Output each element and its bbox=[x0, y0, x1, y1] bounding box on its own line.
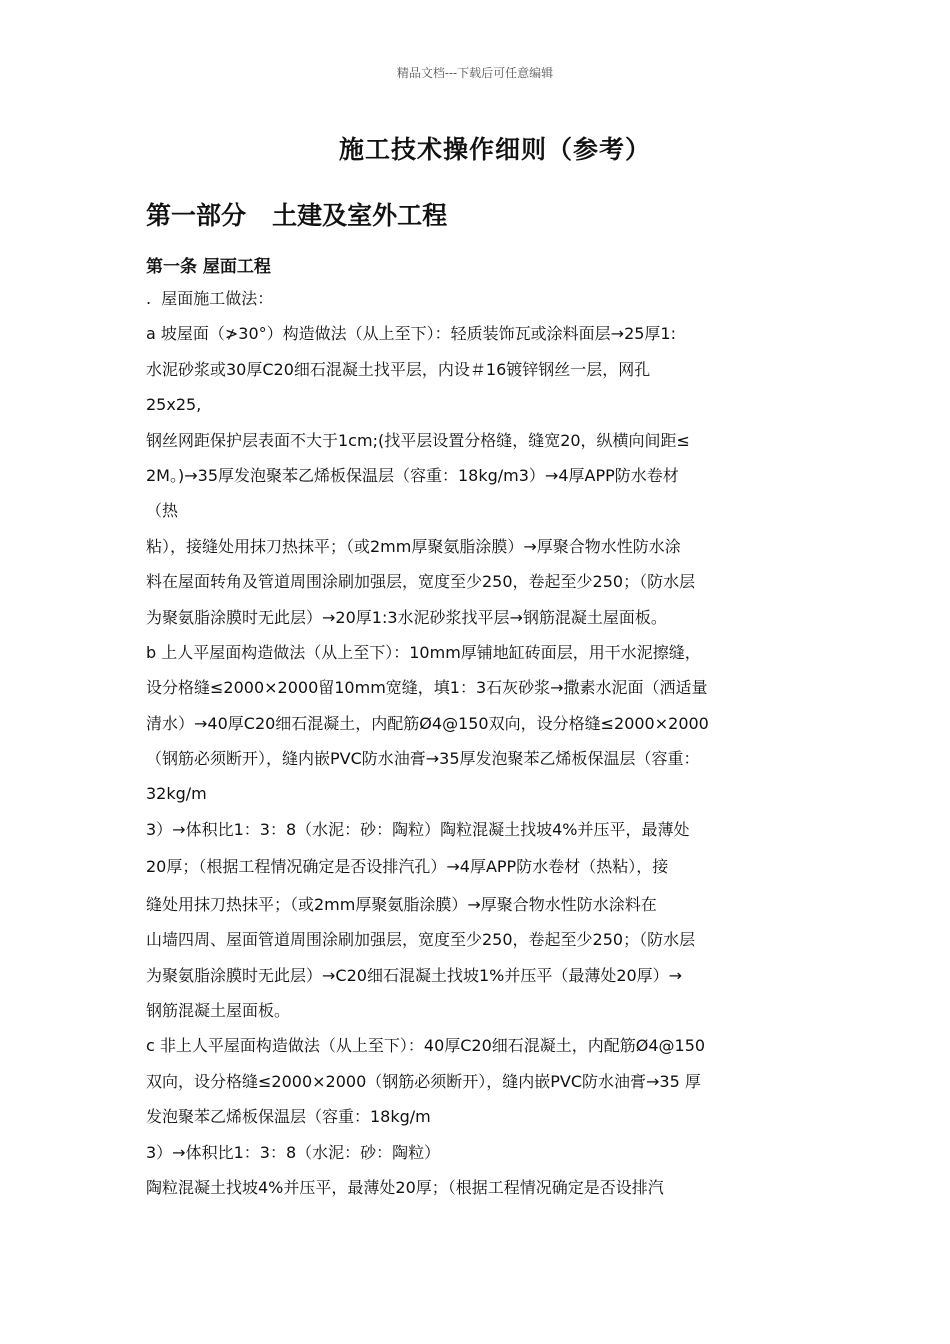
document-title: 施工技术操作细则（参考） bbox=[338, 135, 651, 164]
text-line: 粘），接缝处用抹刀热抹平；（或2mm厚聚氨脂涂膜）→厚聚合物水性防水涂 bbox=[146, 536, 681, 556]
text-line: 3）→体积比1：3：8（水泥：砂：陶粒） bbox=[146, 1142, 441, 1162]
text-line: 钢丝网距保护层表面不大于1cm;(找平层设置分格缝，缝宽20，纵横向间距≤ bbox=[146, 430, 690, 450]
text-line: 水泥砂浆或30厚C20细石混凝土找平层，内设＃16镀锌钢丝一层，网孔 bbox=[146, 359, 651, 379]
text-line: 料在屋面转角及管道周围涂刷加强层，宽度至少250，卷起至少250；（防水层 bbox=[146, 572, 696, 592]
text-line: 为聚氨脂涂膜时无此层）→20厚1:3水泥砂浆找平层→钢筋混凝土屋面板。 bbox=[146, 607, 667, 627]
text-line: （钢筋必须断开），缝内嵌PVC防水油膏→35厚发泡聚苯乙烯板保温层（容重： bbox=[146, 749, 700, 769]
text-line: 25x25, bbox=[146, 395, 202, 415]
text-line: 双向，设分格缝≤2000×2000（钢筋必须断开），缝内嵌PVC防水油膏→35 厚 bbox=[146, 1071, 701, 1091]
text-line: a 坡屋面（≯30°）构造做法（从上至下）：轻质装饰瓦或涂料面层→25厚1: bbox=[146, 324, 676, 344]
text-line: 钢筋混凝土屋面板。 bbox=[146, 1001, 291, 1021]
text-line: 2M。)→35厚发泡聚苯乙烯板保温层（容重：18kg/m3）→4厚APP防水卷材 bbox=[146, 465, 679, 485]
header-watermark: 精品文档---下载后可任意编辑 bbox=[396, 66, 554, 80]
text-line: . 屋面施工做法： bbox=[146, 289, 274, 308]
text-line: 32kg/m bbox=[146, 784, 207, 804]
text-line: 清水）→40厚C20细石混凝土，内配筋Ø4@150双向，设分格缝≤2000×2000 bbox=[146, 713, 709, 733]
text-line: （热 bbox=[146, 501, 179, 521]
text-line: 缝处用抹刀热抹平；（或2mm厚聚氨脂涂膜）→厚聚合物水性防水涂料在 bbox=[146, 894, 657, 914]
text-line: 为聚氨脂涂膜时无此层）→C20细石混凝土找坡1%并压平（最薄处20厚）→ bbox=[146, 965, 683, 985]
text-line: 发泡聚苯乙烯板保温层（容重：18kg/m bbox=[146, 1107, 431, 1127]
part-heading: 第一部分 土建及室外工程 bbox=[146, 201, 448, 230]
text-line: 3）→体积比1：3：8（水泥：砂：陶粒）陶粒混凝土找坡4%并压平，最薄处 bbox=[146, 819, 690, 839]
text-line: 20厚；（根据工程情况确定是否设排汽孔）→4厚APP防水卷材（热粘），接 bbox=[146, 857, 669, 877]
article-heading: 第一条 屋面工程 bbox=[146, 257, 271, 277]
text-line: 陶粒混凝土找坡4%并压平，最薄处20厚；（根据工程情况确定是否设排汽 bbox=[146, 1177, 664, 1197]
text-line: b 上人平屋面构造做法（从上至下）：10mm厚铺地缸砖面层，用干水泥擦缝， bbox=[146, 642, 701, 662]
text-line: 山墙四周、屋面管道周围涂刷加强层，宽度至少250，卷起至少250；（防水层 bbox=[146, 930, 696, 950]
text-line: c 非上人平屋面构造做法（从上至下）：40厚C20细石混凝土，内配筋Ø4@150 bbox=[146, 1036, 706, 1056]
text-line: 设分格缝≤2000×2000留10mm宽缝，填1：3石灰砂浆→撒素水泥面（洒适量 bbox=[146, 678, 708, 698]
body-text bbox=[146, 286, 810, 1210]
